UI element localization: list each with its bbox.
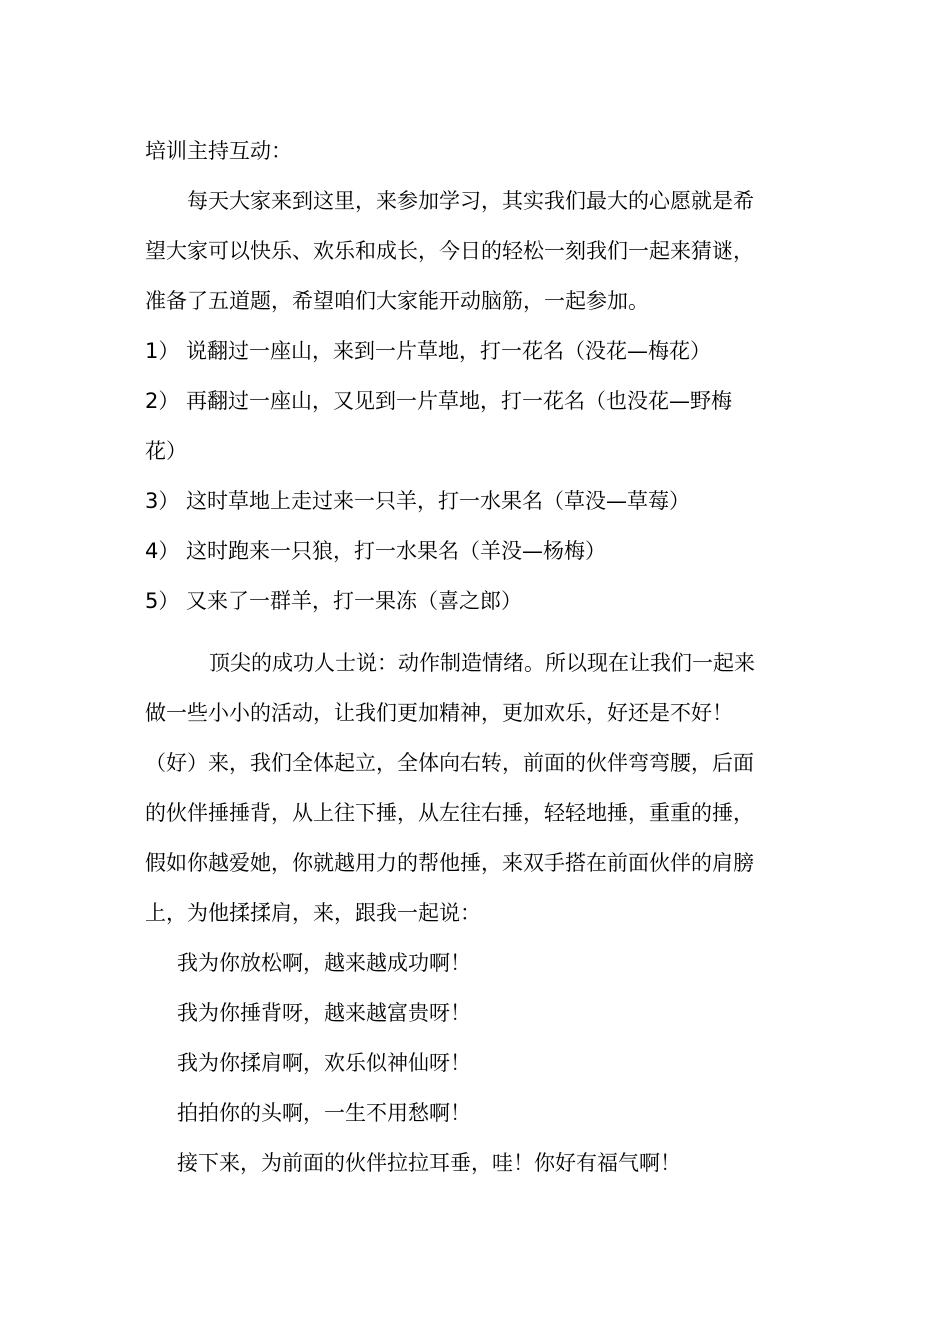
activity-line: 上，为他揉揉肩，来，跟我一起说： bbox=[145, 901, 481, 925]
chant-line: 我为你放松啊，越来越成功啊！ bbox=[177, 951, 471, 975]
intro-line: 每天大家来到这里，来参加学习，其实我们最大的心愿就是希 bbox=[187, 189, 754, 213]
activity-line: 做一些小小的活动，让我们更加精神，更加欢乐，好还是不好！ bbox=[145, 701, 733, 725]
riddle-item bbox=[145, 526, 800, 576]
riddle-text: 说翻过一座山，来到一片草地，打一花名（没花—梅花） bbox=[186, 339, 711, 363]
paragraph-gap bbox=[145, 626, 800, 638]
riddle-number: 3） bbox=[145, 489, 180, 513]
activity-line: 假如你越爱她，你就越用力的帮他捶，来双手搭在前面伙伴的肩膀 bbox=[145, 851, 754, 875]
intro-line: 望大家可以快乐、欢乐和成长，今日的轻松一刻我们一起来猜谜， bbox=[145, 239, 754, 263]
activity-line: 顶尖的成功人士说：动作制造情绪。所以现在让我们一起来 bbox=[209, 651, 755, 675]
riddle-text: 再翻过一座山，又见到一片草地，打一花名（也没花—野梅 bbox=[186, 389, 732, 413]
activity-line: 的伙伴捶捶背，从上往下捶，从左往右捶，轻轻地捶，重重的捶， bbox=[145, 801, 754, 825]
riddle-number: 5） bbox=[145, 589, 180, 613]
riddle-text: 又来了一群羊，打一果冻（喜之郎） bbox=[186, 589, 522, 613]
riddle-item bbox=[145, 326, 800, 376]
riddle-text: 这时跑来一只狼，打一水果名（羊没—杨梅） bbox=[186, 539, 606, 563]
chant-line: 拍拍你的头啊，一生不用愁啊！ bbox=[177, 1101, 471, 1125]
riddle-item bbox=[145, 576, 800, 626]
chant-line: 我为你捶背呀，越来越富贵呀！ bbox=[177, 1001, 471, 1025]
chant-line: 我为你揉肩啊，欢乐似神仙呀！ bbox=[177, 1051, 471, 1075]
riddle-continuation: 花） bbox=[145, 439, 187, 463]
riddle-item bbox=[145, 476, 800, 526]
section-title: 培训主持互动： bbox=[145, 139, 292, 163]
riddle-item bbox=[145, 376, 800, 426]
riddle-number: 4） bbox=[145, 539, 180, 563]
riddle-number: 2） bbox=[145, 389, 180, 413]
riddle-number: 1） bbox=[145, 339, 180, 363]
chant-line: 接下来，为前面的伙伴拉拉耳垂，哇！你好有福气啊！ bbox=[177, 1151, 681, 1175]
intro-line: 准备了五道题，希望咱们大家能开动脑筋，一起参加。 bbox=[145, 289, 649, 313]
activity-line: （好）来，我们全体起立，全体向右转，前面的伙伴弯弯腰，后面 bbox=[145, 751, 754, 775]
riddle-text: 这时草地上走过来一只羊，打一水果名（草没—草莓） bbox=[186, 489, 690, 513]
document-body bbox=[145, 126, 800, 1188]
